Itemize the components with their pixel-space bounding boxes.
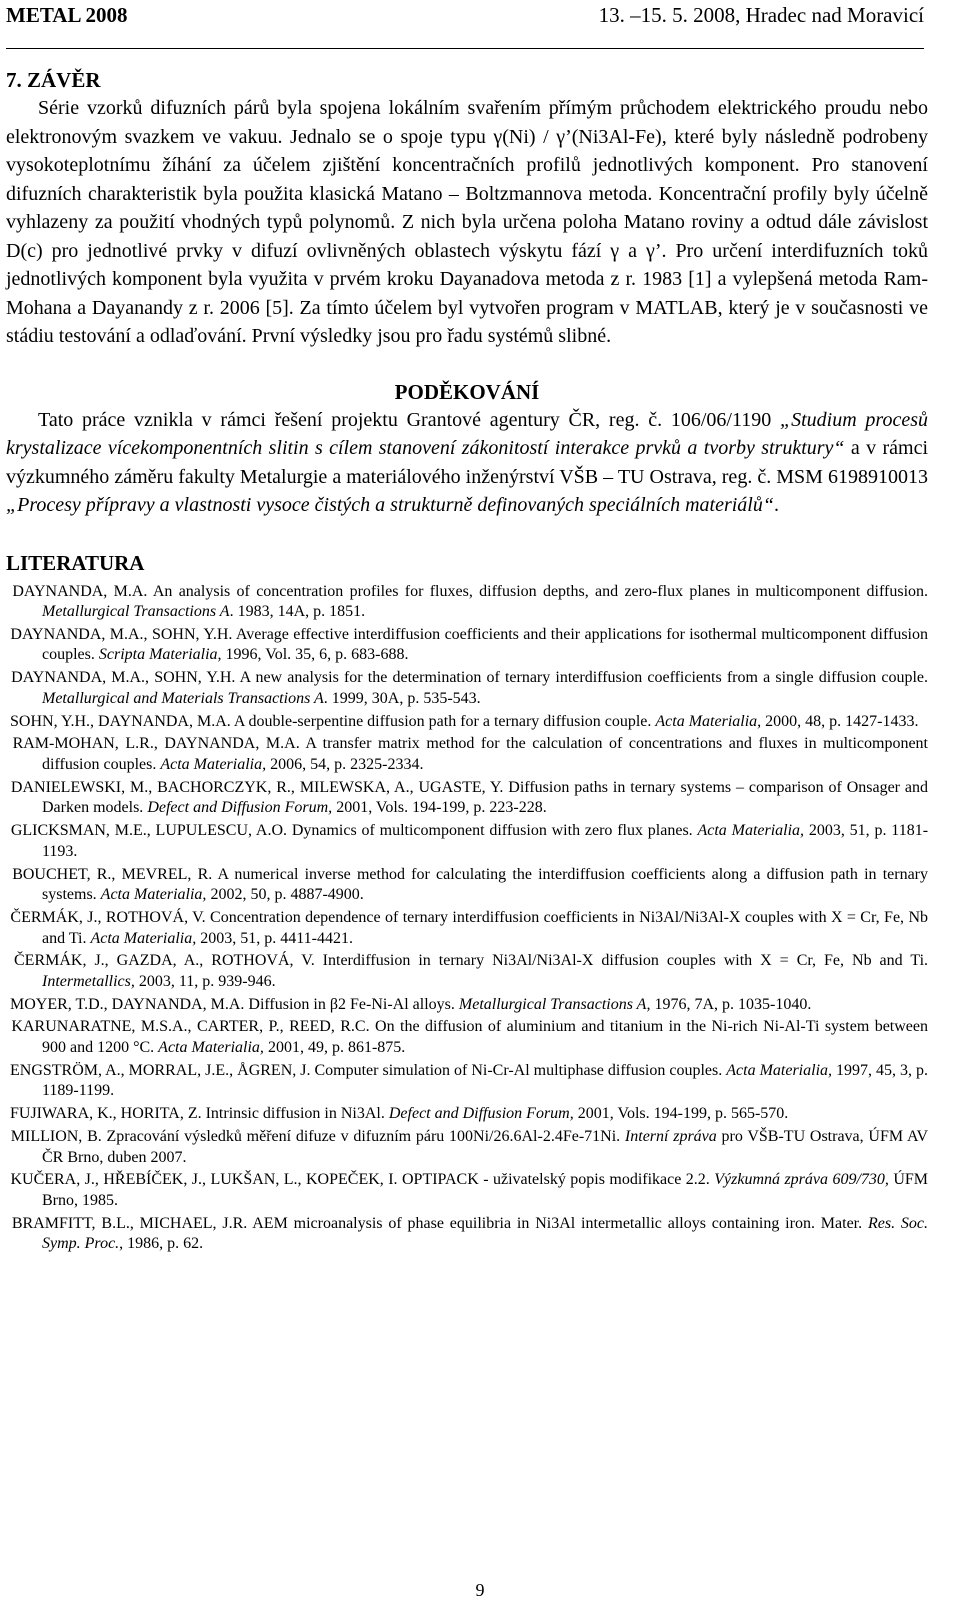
- reference-item: [6, 582, 928, 623]
- reference-list: [6, 582, 928, 1255]
- header-rule: [6, 48, 924, 49]
- reference-item: [6, 865, 928, 906]
- reference-text: DAYNANDA, M.A., SOHN, Y.H. Average effective interdiffusion coefficients and their applications for isothermal multicomponent diffusion couples.: [10, 625, 928, 664]
- reference-text: ČERMÁK, J., ROTHOVÁ, V. Concentration dependence of ternary interdiffusion coefficients in Ni3Al/Ni3Al-X couples with X = Cr, Fe, Nb and Ti.: [10, 908, 929, 947]
- reference-source: Metallurgical Transactions A,: [458, 995, 651, 1013]
- reference-source: Acta Materialia,: [158, 1039, 264, 1057]
- reference-text: MOYER, T.D., DAYNANDA, M.A. Diffusion in β2 Fe-Ni-Al alloys.: [10, 995, 459, 1013]
- ack-text-2: a v rámci výzkumného záměru fakulty Metalurgie a materiálového inženýrství VŠB – TU Ostrava, reg. č. MSM 6198910013: [6, 437, 928, 488]
- reference-details: . 1983, 14A, p. 1851.: [229, 603, 366, 621]
- reference-details: 1996, Vol. 35, 6, p. 683-688.: [221, 646, 409, 664]
- reference-item: [6, 1127, 928, 1168]
- reference-text: KUČERA, J., HŘEBÍČEK, J., LUKŠAN, L., KOPEČEK, I. OPTIPACK - uživatelský popis modifikace 2.2.: [10, 1171, 715, 1189]
- reference-item: [6, 778, 928, 819]
- reference-details: 2003, 11, p. 939-946.: [134, 972, 276, 990]
- reference-details: 2003, 51, p. 1181-1193.: [42, 822, 929, 860]
- reference-text: GLICKSMAN, M.E., LUPULESCU, A.O. Dynamics of multicomponent diffusion with zero flux planes.: [10, 822, 698, 840]
- reference-item: [6, 1170, 928, 1211]
- page-content: [6, 66, 928, 1257]
- reference-details: 1997, 45, 3, p. 1189-1199.: [42, 1061, 929, 1100]
- reference-source: Acta Materialia,: [655, 712, 762, 730]
- reference-source: Acta Materialia,: [697, 822, 805, 840]
- reference-text: ČERMÁK, J., GAZDA, A., ROTHOVÁ, V. Interdiffusion in ternary Ni3Al/Ni3Al-X diffusion couples with X = Cr, Fe, Nb and Ti.: [14, 952, 929, 970]
- reference-details: 2000, 48, p. 1427-1433.: [761, 712, 919, 730]
- reference-text: DAYNANDA, M.A., SOHN, Y.H. A new analysis for the determination of ternary interdiffusion coefficients from a single diffusion couple.: [11, 669, 928, 687]
- reference-details: 2006, 54, p. 2325-2334.: [266, 756, 424, 773]
- reference-item: [6, 1214, 928, 1255]
- conclusion-paragraph: Série vzorků difuzních párů byla spojena lokálním svařením přímým průchodem elektrického proudu nebo elektronovým svazkem ve vakuu. Jednalo se o spoje typu γ(Ni) / γ’(Ni3Al-Fe), které byly následně podrobeny vysokoteplotnímu žíhání za účelem zjištění koncentračních profilů jednotlivých komponent. Pro stanovení difuzních charakteristik byla použita klasická Matano – Boltzmannova metoda. Koncentrační profily byly účelně vyhlazeny za použití vhodných typů polynomů. Z nich byla určena poloha Matano roviny a odtud dále závislost D(c) pro jednotlivé prvky v difuzí ovlivněných oblastech výskytu fází γ a γ’. Pro určení interdifuzních toků jednotlivých komponent byla využita v prvém kroku Dayanadova metoda z r. 1983 [1] a vylepšená metoda Ram-Mohana a Dayanandy z r. 2006 [5]. Za tímto účelem byl vytvořen program v MATLAB, který je v současnosti ve stádiu testování a odlaďování. První výsledky jsou pro řadu systémů slibné.: [6, 97, 928, 347]
- reference-item: [6, 1104, 928, 1125]
- reference-source: Acta Materialia,: [100, 886, 207, 904]
- reference-item: [6, 668, 928, 709]
- conference-name: METAL 2008: [6, 3, 128, 27]
- reference-details: 2001, Vols. 194-199, p. 565-570.: [573, 1105, 789, 1123]
- literature-heading: LITERATURA: [6, 550, 145, 575]
- reference-source: Intermetallics,: [42, 972, 135, 990]
- page-header: [6, 0, 924, 34]
- reference-item: [6, 734, 928, 775]
- ack-project-title-1: „Studium procesů krystalizace vícekomponentních slitin s cílem stanovení zákonitostí interakce prvků a tvorby struktury“: [6, 408, 929, 459]
- reference-details: 2001, 49, p. 861-875.: [263, 1039, 406, 1057]
- reference-text: ENGSTRÖM, A., MORRAL, J.E., ÅGREN, J. Computer simulation of Ni-Cr-Al multiphase diffusion couples.: [10, 1061, 727, 1079]
- reference-text: MILLION, B. Zpracování výsledků měření difuze v difuzním páru 100Ni/26.6Al-2.4Fe-71Ni.: [10, 1127, 625, 1145]
- ack-text-1: Tato práce vznikla v rámci řešení projektu Grantové agentury ČR, reg. č. 106/06/1190: [38, 408, 772, 431]
- reference-source: Metallurgical and Materials Transactions A: [42, 689, 324, 707]
- reference-text: DAYNANDA, M.A. An analysis of concentration profiles for fluxes, diffusion depths, and zero-flux planes in multicomponent diffusion.: [12, 582, 929, 600]
- reference-item: [6, 951, 928, 992]
- acknowledgement-paragraph: [6, 406, 928, 520]
- reference-text: FUJIWARA, K., HORITA, Z. Intrinsic diffusion in Ni3Al.: [10, 1105, 389, 1123]
- reference-source: Acta Materialia,: [726, 1061, 833, 1079]
- conference-date-place: 13. –15. 5. 2008, Hradec nad Moravicí: [598, 3, 924, 27]
- reference-text: BOUCHET, R., MEVREL, R. A numerical inverse method for calculating the interdiffusion coefficients along a diffusion path in ternary systems.: [12, 865, 929, 904]
- ack-project-title-2: „Procesy přípravy a vlastnosti vysoce čistých a strukturně definovaných speciálních materiálů“: [6, 494, 774, 516]
- reference-source: Metallurgical Transactions A: [42, 603, 230, 621]
- reference-item: [6, 712, 928, 733]
- reference-text: DANIELEWSKI, M., BACHORCZYK, R., MILEWSKA, A., UGASTE, Y. Diffusion paths in ternary systems – comparison of Onsager and Darken models.: [10, 778, 929, 817]
- reference-details: pro VŠB-TU Ostrava, ÚFM AV ČR Brno, duben 2007.: [42, 1127, 929, 1166]
- reference-source: Res. Soc. Symp. Proc.: [42, 1214, 929, 1253]
- reference-text: RAM-MOHAN, L.R., DAYNANDA, M.A. A transfer matrix method for the calculation of concentrations and fluxes in multicomponent diffusion couples.: [12, 735, 929, 773]
- reference-text: SOHN, Y.H., DAYNANDA, M.A. A double-serpentine diffusion path for a ternary diffusion couple.: [10, 712, 656, 730]
- reference-item: [6, 908, 928, 949]
- reference-source: Acta Materialia,: [160, 756, 267, 773]
- reference-source: Výzkumná zpráva 609/730,: [714, 1171, 889, 1189]
- reference-source: Defect and Diffusion Forum,: [147, 799, 333, 817]
- reference-source: Acta Materialia,: [90, 929, 197, 947]
- reference-details: 2003, 51, p. 4411-4421.: [196, 929, 353, 947]
- acknowledgement-heading: PODĚKOVÁNÍ: [394, 379, 540, 404]
- reference-details: ÚFM Brno, 1985.: [42, 1171, 929, 1209]
- reference-text: BRAMFITT, B.L., MICHAEL, J.R. AEM microanalysis of phase equilibria in Ni3Al intermetallic alloys containing iron. Mater.: [11, 1214, 868, 1232]
- ack-text-3: .: [773, 494, 779, 516]
- reference-source: Interní zpráva: [624, 1127, 717, 1145]
- reference-details: 2001, Vols. 194-199, p. 223-228.: [332, 799, 547, 817]
- reference-source: Defect and Diffusion Forum,: [388, 1105, 574, 1123]
- reference-details: . 1999, 30A, p. 535-543.: [323, 689, 481, 707]
- reference-item: [6, 1061, 928, 1102]
- reference-item: [6, 995, 928, 1016]
- reference-text: KARUNARATNE, M.S.A., CARTER, P., REED, R.C. On the diffusion of aluminium and titanium in the Ni-rich Ni-Al-Ti system between 900 and 1200 °C.: [11, 1018, 928, 1057]
- reference-source: Scripta Materialia,: [98, 646, 222, 664]
- section-heading-zaver: 7. ZÁVĚR: [6, 68, 101, 92]
- reference-details: 1976, 7A, p. 1035-1040.: [650, 995, 812, 1013]
- reference-details: 2002, 50, p. 4887-4900.: [206, 886, 364, 904]
- page-number: 9: [475, 1580, 485, 1600]
- reference-item: [6, 625, 928, 666]
- reference-item: [6, 1017, 928, 1058]
- reference-details: , 1986, p. 62.: [119, 1235, 204, 1253]
- reference-item: [6, 821, 928, 862]
